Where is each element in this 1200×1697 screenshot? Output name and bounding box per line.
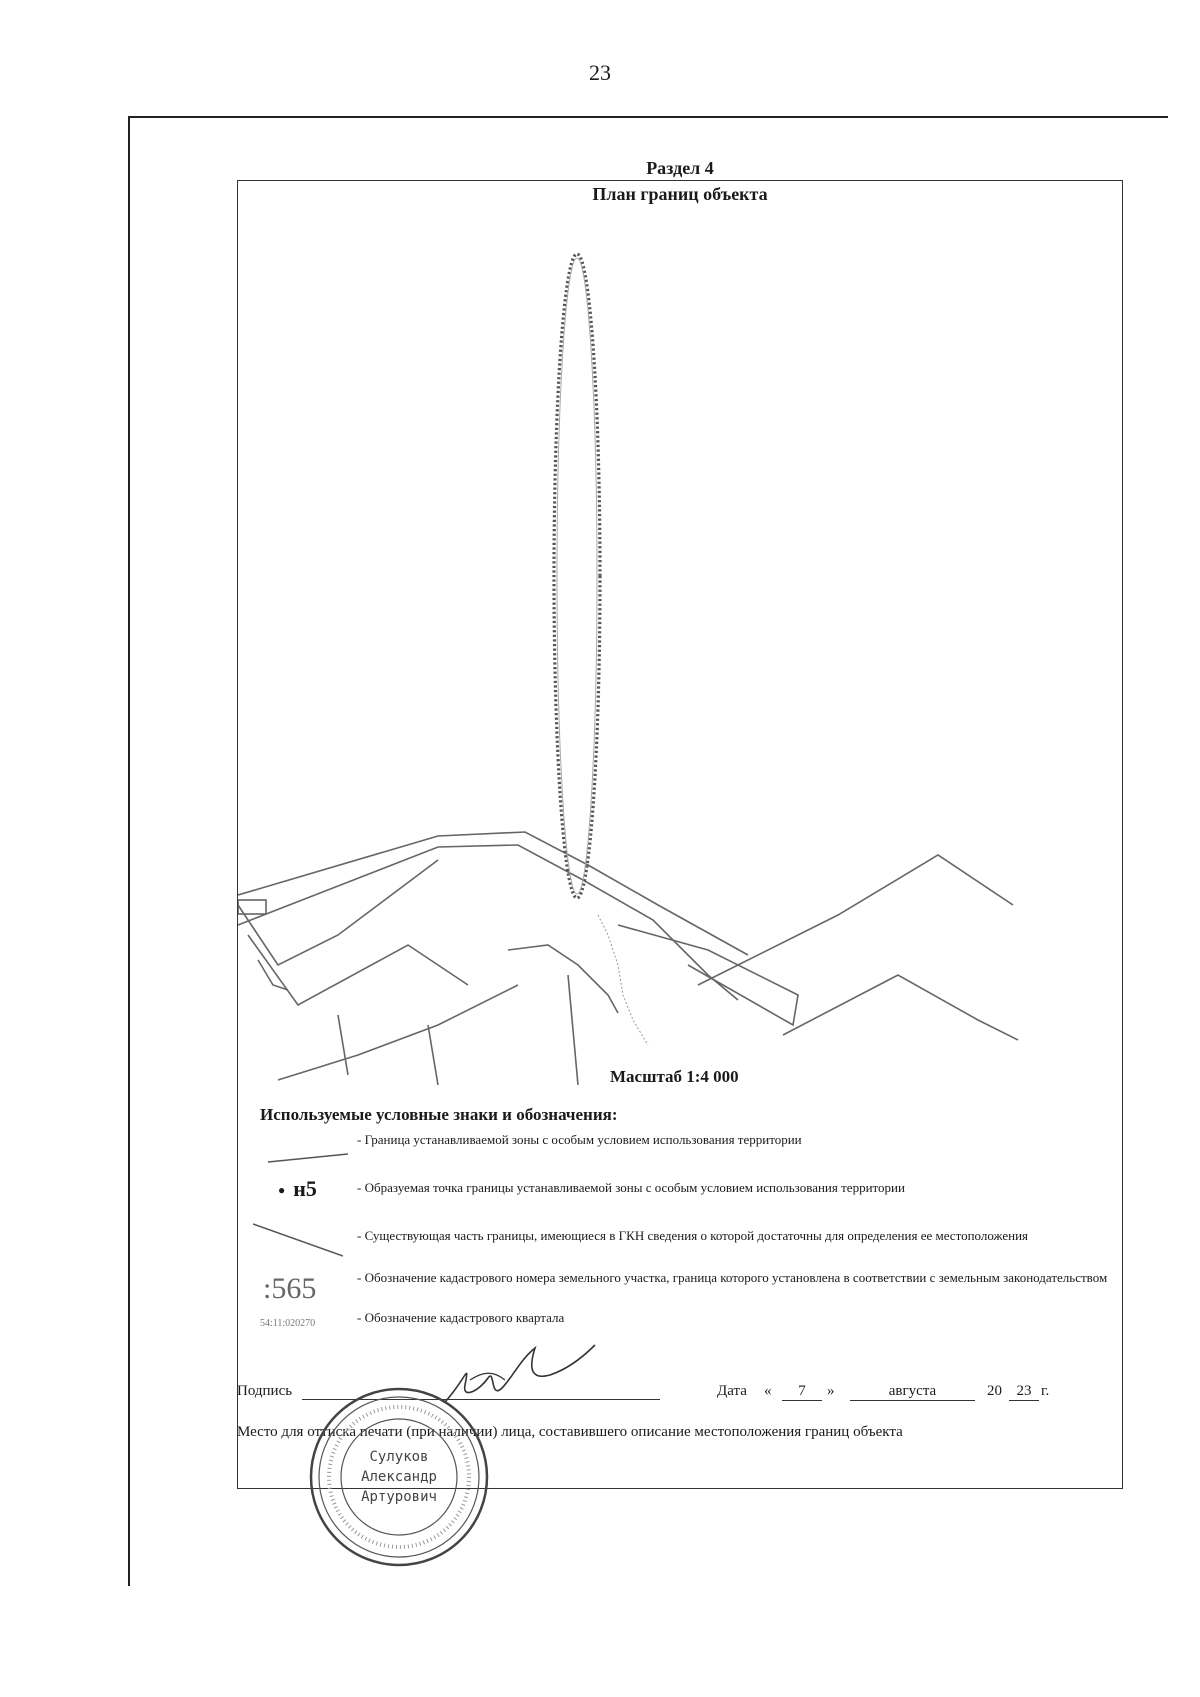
date-month: августа (850, 1383, 975, 1401)
boundary-plan-map (238, 205, 1122, 1085)
cadastral-number-symbol: :565 (263, 1272, 317, 1305)
seal-name-line3: Артурович (361, 1489, 437, 1505)
date-year-suffix: 23 (1009, 1383, 1039, 1401)
road-upper-edge (238, 832, 748, 955)
road-lower-edge (238, 845, 738, 1000)
official-seal (307, 1385, 492, 1570)
road-centre-line (508, 945, 618, 1013)
seal-name-line2: Александр (361, 1469, 437, 1485)
page-number: 23 (589, 60, 611, 85)
stamp-place-text: Место для оттиска печати (при наличии) лица, составившего описание местоположения границ объекта (237, 1424, 903, 1440)
date-day: 7 (782, 1383, 822, 1401)
legend-item-boundary-point: - Образуемая точка границы устанавливаемой зоны с особым условием использования территории (357, 1180, 905, 1195)
legend-item-existing-boundary: - Существующая часть границы, имеющиеся в ГКН сведения о которой достаточны для определения ее местоположения (357, 1228, 1029, 1243)
outer-frame-top-rule (128, 116, 1168, 118)
parcel-right-upper (698, 855, 1013, 985)
handwritten-signature (440, 1340, 600, 1410)
date-quote-close: » (827, 1383, 835, 1399)
zone-boundary-ellipse-inner (557, 258, 597, 894)
existing-boundary-line-symbol (253, 1220, 343, 1260)
date-quote-open: « (764, 1383, 772, 1399)
parcel-bottom-mid2 (428, 1025, 438, 1085)
parcel-bottom-right (568, 975, 578, 1085)
seal-name-line1: Сулуков (369, 1449, 429, 1465)
boundary-point-label: н5 (293, 1176, 317, 1201)
point-dot-icon: ● (278, 1183, 286, 1198)
zone-boundary-line-symbol (268, 1150, 348, 1164)
legend-heading: Используемые условные знаки и обозначения: (260, 1105, 618, 1124)
parcel-bottom-mid (338, 1015, 348, 1075)
legend-item-cadastral-quarter: - Обозначение кадастрового квартала (357, 1310, 565, 1325)
parcel-right-lower (783, 975, 1018, 1040)
signature-label: Подпись (237, 1383, 293, 1399)
legend-item-cadastral-number: - Обозначение кадастрового номера земельного участка, граница которого установлена в соответствии с земельным законодательством (357, 1270, 1108, 1285)
parcel-bottom-left (278, 985, 518, 1080)
zone-boundary-ellipse (554, 254, 600, 898)
boundary-point-symbol (278, 1176, 317, 1202)
plan-title: План границ объекта (592, 184, 768, 204)
legend-item-zone-boundary: - Граница устанавливаемой зоны с особым условием использования территории (357, 1132, 802, 1147)
section-title: Раздел 4 (646, 158, 714, 178)
cadastral-quarter-symbol: 54:11:020270 (260, 1318, 316, 1329)
outer-frame-left-rule (128, 116, 130, 1586)
existing-boundary-trace (598, 915, 648, 1045)
parcel-lower-left (248, 935, 468, 1005)
map-scale: Масштаб 1:4 000 (610, 1067, 739, 1086)
date-year-prefix: 20 (987, 1383, 1002, 1399)
date-year-unit: г. (1041, 1383, 1050, 1399)
date-label: Дата (717, 1383, 747, 1399)
